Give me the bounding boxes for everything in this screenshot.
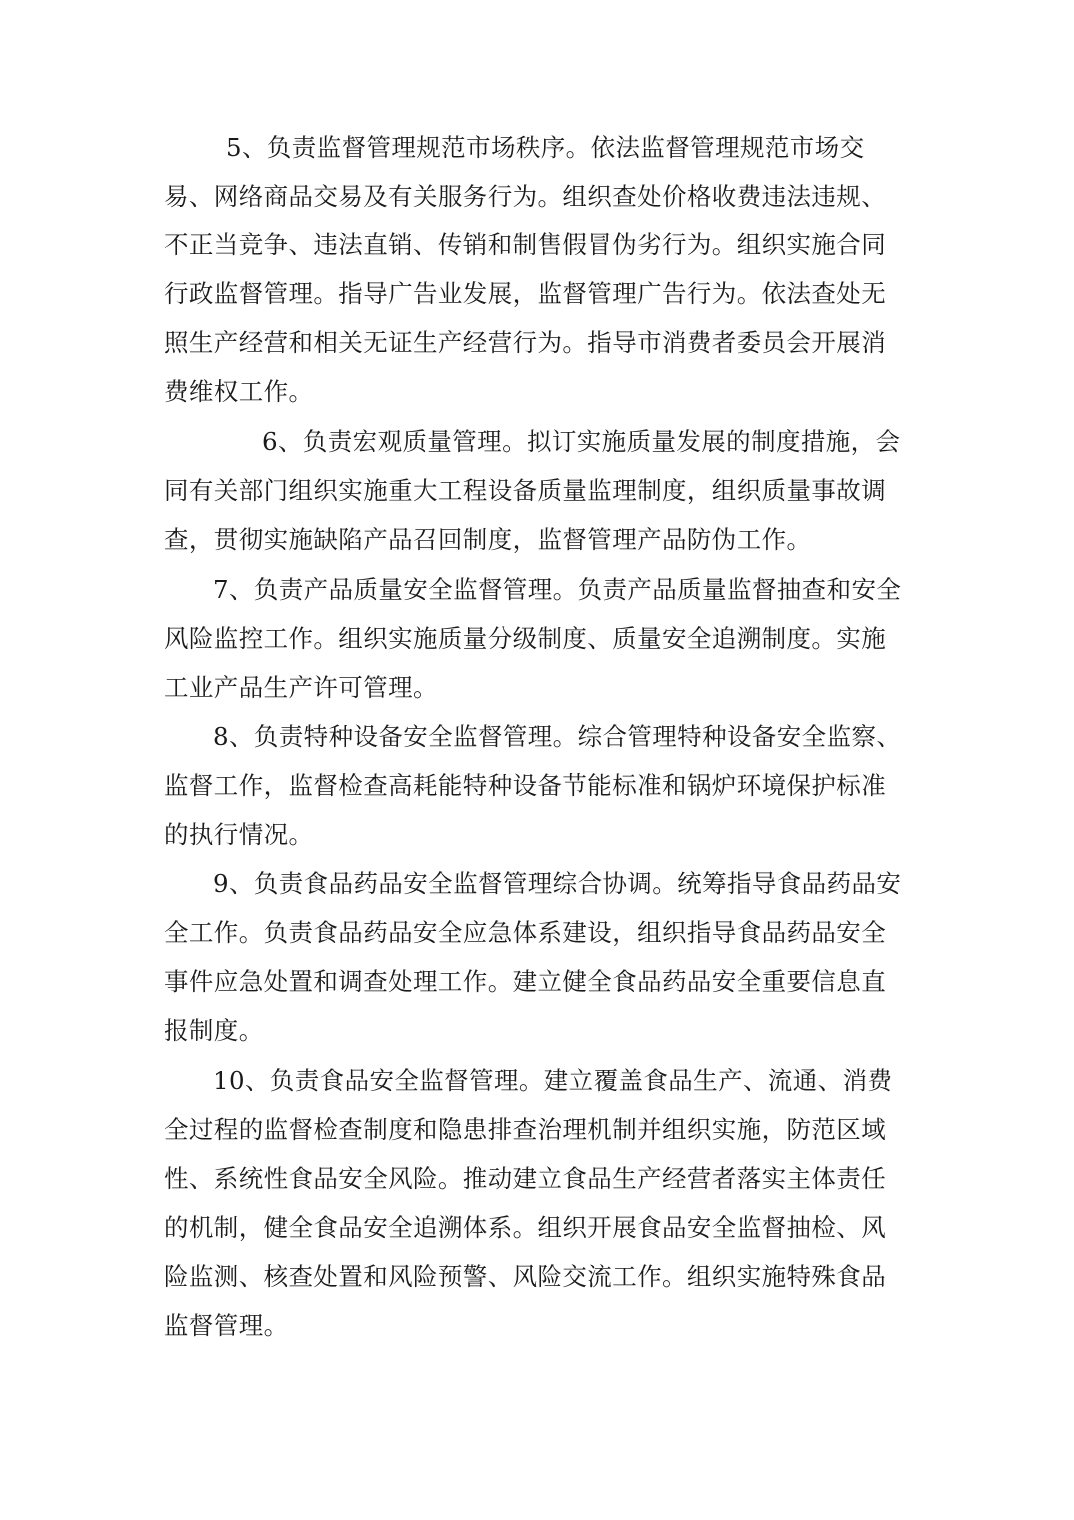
paragraph-8-line-3: 的执行情况。 [164,820,314,849]
paragraph-6-line-2: 同有关部门组织实施重大工程设备质量监理制度，组织质量事故调 [164,476,887,505]
paragraph-5-line-4: 行政监督管理。指导广告业发展，监督管理广告行为。依法查处无 [164,279,887,308]
paragraph-9-line-2: 全工作。负责食品药品安全应急体系建设，组织指导食品药品安全 [164,918,887,947]
paragraph-5-line-3: 不正当竞争、违法直销、传销和制售假冒伪劣行为。组织实施合同 [164,230,887,259]
paragraph-9-line-3: 事件应急处置和调查处理工作。建立健全食品药品安全重要信息直 [164,967,887,996]
paragraph-7-line-3: 工业产品生产许可管理。 [164,673,438,702]
paragraph-5-line-1: 5、负责监督管理规范市场秩序。依法监督管理规范市场交 [226,133,865,162]
paragraph-10-line-6: 监督管理。 [164,1311,289,1340]
paragraph-6-line-1: 6、负责宏观质量管理。拟订实施质量发展的制度措施，会 [262,427,901,456]
paragraph-7-line-2: 风险监控工作。组织实施质量分级制度、质量安全追溯制度。实施 [164,624,887,653]
paragraph-9-line-1: 9、负责食品药品安全监督管理综合协调。统筹指导食品药品安 [213,869,902,898]
paragraph-5-line-6: 费维权工作。 [164,377,314,406]
paragraph-5-line-2: 易、网络商品交易及有关服务行为。组织查处价格收费违法违规、 [164,182,887,211]
paragraph-10-line-2: 全过程的监督检查制度和隐患排查治理机制并组织实施，防范区域 [164,1115,887,1144]
paragraph-8-line-1: 8、负责特种设备安全监督管理。综合管理特种设备安全监察、 [213,722,902,751]
paragraph-6-line-3: 查，贯彻实施缺陷产品召回制度，监督管理产品防伪工作。 [164,525,812,554]
paragraph-8-line-2: 监督工作，监督检查高耗能特种设备节能标准和锅炉环境保护标准 [164,771,887,800]
paragraph-5-line-5: 照生产经营和相关无证生产经营行为。指导市消费者委员会开展消 [164,328,887,357]
paragraph-7-line-1: 7、负责产品质量安全监督管理。负责产品质量监督抽查和安全 [213,575,902,604]
paragraph-9-line-4: 报制度。 [164,1016,264,1045]
paragraph-10-line-4: 的机制，健全食品安全追溯体系。组织开展食品安全监督抽检、风 [164,1213,887,1242]
paragraph-10-line-1: 10、负责食品安全监督管理。建立覆盖食品生产、流通、消费 [213,1066,893,1095]
paragraph-10-line-3: 性、系统性食品安全风险。推动建立食品生产经营者落实主体责任 [164,1164,887,1193]
paragraph-10-line-5: 险监测、核查处置和风险预警、风险交流工作。组织实施特殊食品 [164,1262,887,1291]
